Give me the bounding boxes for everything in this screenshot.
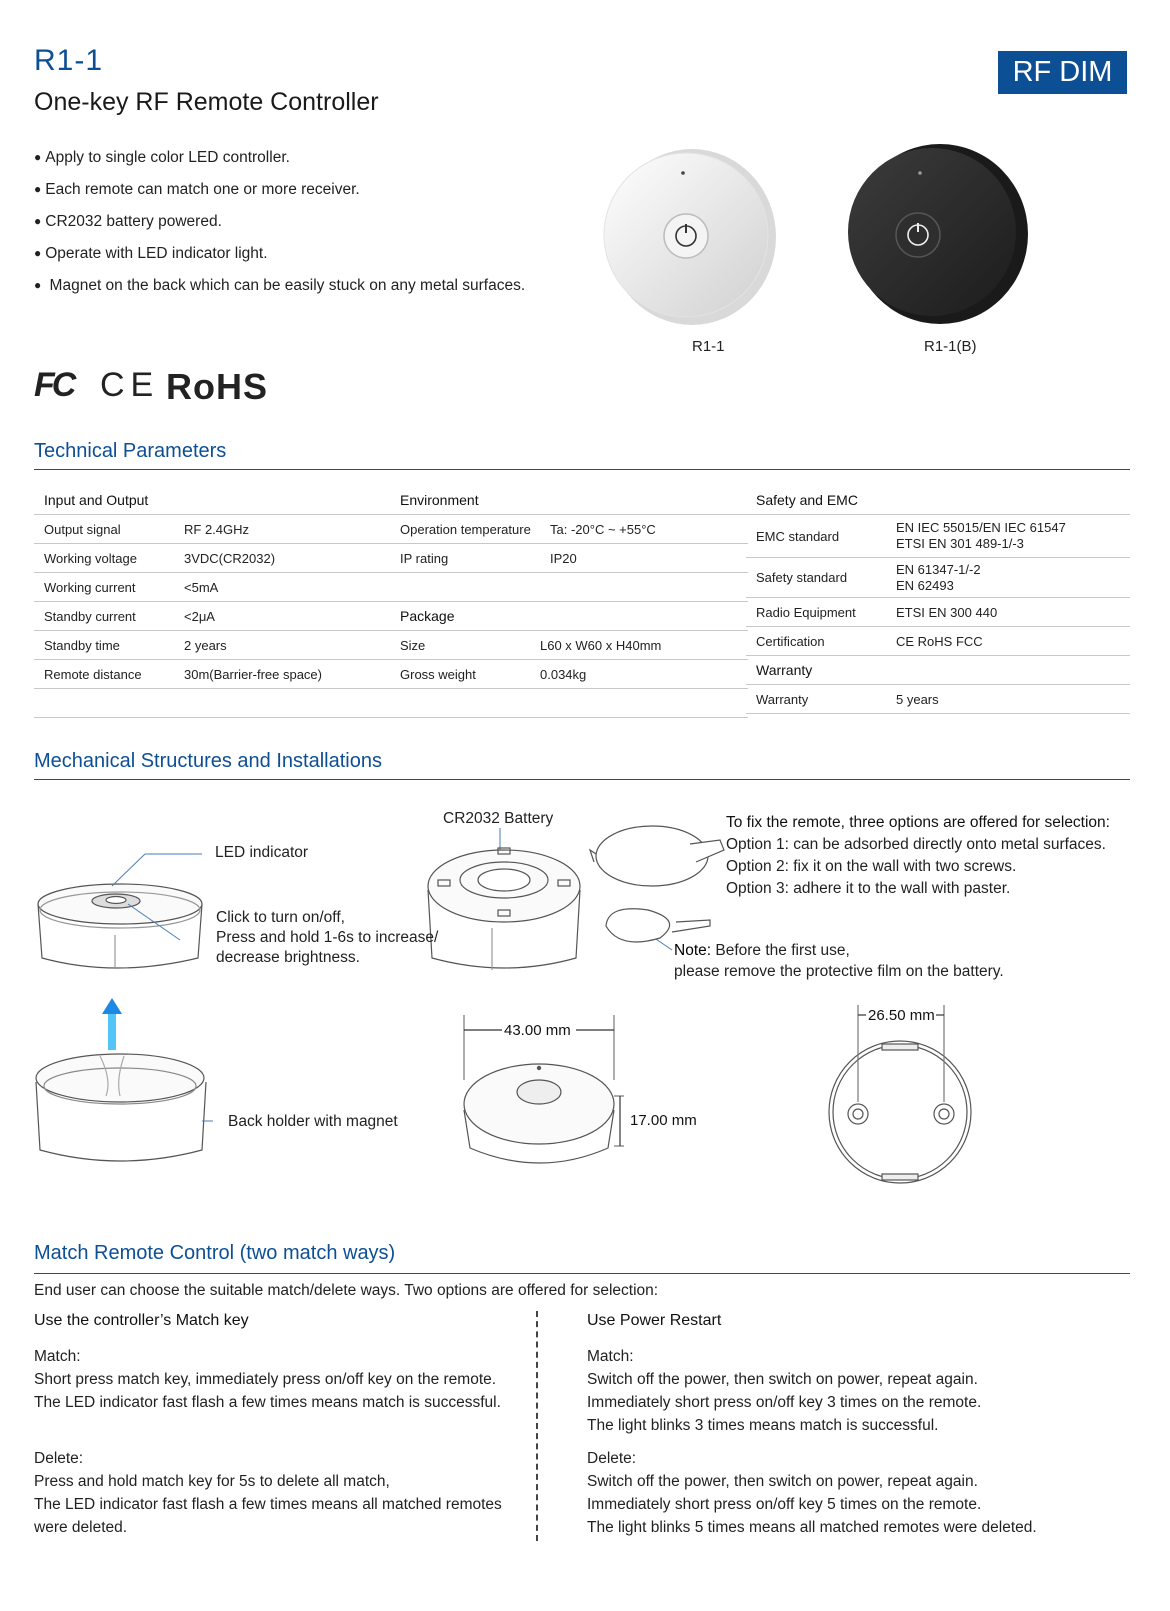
table-row <box>746 558 1130 598</box>
param-name: Working voltage <box>44 550 137 566</box>
technical-parameters-title: Technical Parameters <box>34 440 227 462</box>
param-name: Certification <box>756 633 825 649</box>
param-value: IP20 <box>550 550 577 566</box>
delete-step: The light blinks 5 times means all matched remotes were deleted. <box>587 1519 1037 1536</box>
input-output-table <box>34 486 392 718</box>
delete-step: Immediately short press on/off key 5 times on the remote. <box>587 1496 982 1513</box>
param-value: CE RoHS FCC <box>896 633 983 649</box>
table-row <box>390 631 748 660</box>
feature-item: ● Operate with LED indicator light. <box>34 243 525 275</box>
match-title: Match Remote Control (two match ways) <box>34 1242 396 1264</box>
dimension-hole-spacing: 26.50 mm <box>868 1007 935 1024</box>
param-name: Remote distance <box>44 666 142 682</box>
fix-option-3: Option 3: adhere it to the wall with paster. <box>726 880 1011 897</box>
battery-note-line-2: please remove the protective film on the battery. <box>674 963 1004 980</box>
match-option-right <box>587 1309 1037 1539</box>
param-name: Warranty <box>756 691 809 707</box>
click-instruction-2: Press and hold 1-6s to increase/ <box>216 929 439 946</box>
table-heading: Environment <box>390 486 748 515</box>
match-step: The LED indicator fast flash a few times means match is successful. <box>34 1394 501 1411</box>
feature-item: ● CR2032 battery powered. <box>34 211 525 243</box>
battery-holder-drawing <box>428 848 580 970</box>
table-row <box>34 544 392 573</box>
section-divider <box>34 1273 1130 1274</box>
product-label-black: R1-1(B) <box>924 338 977 355</box>
product-model: R1-1 <box>34 44 104 77</box>
match-intro: End user can choose the suitable match/delete ways. Two options are offered for selection: <box>34 1282 659 1299</box>
table-row-empty <box>390 573 748 602</box>
ce-logo: CE <box>100 366 160 404</box>
param-name: Safety standard <box>756 570 848 585</box>
battery-note-line-1 <box>674 942 850 960</box>
battery-drawing <box>590 826 724 942</box>
delete-label: Delete: <box>587 1450 637 1467</box>
param-value: 5 years <box>896 691 939 707</box>
dimension-drawing-back <box>829 1005 971 1183</box>
param-value: ETSI EN 300 440 <box>896 604 998 620</box>
delete-step: Press and hold match key for 5s to delete all match, <box>34 1473 390 1490</box>
click-instruction-3: decrease brightness. <box>216 949 360 966</box>
section-divider <box>34 779 1130 780</box>
product-subtitle: One-key RF Remote Controller <box>34 88 379 116</box>
table-row <box>390 515 748 544</box>
param-value: EN 61347-1/-2 <box>896 561 981 577</box>
match-option-left <box>34 1309 502 1539</box>
match-step: The light blinks 3 times means match is successful. <box>587 1417 939 1434</box>
remote-body-drawing <box>38 884 202 968</box>
param-value: RF 2.4GHz <box>184 521 250 537</box>
section-divider <box>34 469 1130 470</box>
param-value: <5mA <box>184 579 219 595</box>
table-row-empty <box>390 689 748 718</box>
delete-step: The LED indicator fast flash a few times means all matched remotes <box>34 1496 502 1513</box>
table-heading: Package <box>390 602 748 631</box>
param-name: Working current <box>44 579 136 595</box>
black-remote-image <box>848 144 1028 324</box>
param-name: Standby current <box>44 608 136 624</box>
param-value: 3VDC(CR2032) <box>184 550 276 566</box>
column-divider <box>536 1311 538 1541</box>
delete-step: were deleted. <box>34 1519 128 1536</box>
table-row <box>34 602 392 631</box>
table-row <box>34 631 392 660</box>
match-step: Switch off the power, then switch on power, repeat again. <box>587 1371 978 1388</box>
dimension-height: 17.00 mm <box>630 1112 697 1129</box>
environment-package-table <box>390 486 748 718</box>
match-step: Short press match key, immediately press on/off key on the remote. <box>34 1371 497 1388</box>
table-heading: Input and Output <box>34 486 392 515</box>
table-row-empty <box>34 689 392 718</box>
param-value: ETSI EN 301 489-1/-3 <box>896 536 1024 551</box>
param-name: Size <box>400 637 426 653</box>
param-name: Gross weight <box>400 666 476 682</box>
up-arrow-icon <box>102 998 122 1050</box>
product-label-white: R1-1 <box>692 338 725 355</box>
table-heading: Safety and EMC <box>746 486 1130 515</box>
table-row <box>390 660 748 689</box>
feature-item: ● Magnet on the back which can be easily stuck on any metal surfaces. <box>34 275 525 307</box>
battery-label: CR2032 Battery <box>443 810 554 827</box>
back-holder-drawing <box>36 1054 206 1161</box>
delete-step: Switch off the power, then switch on power, repeat again. <box>587 1473 978 1490</box>
white-remote-image <box>604 149 776 325</box>
param-value: 30m(Barrier-free space) <box>184 666 322 682</box>
match-label: Match: <box>34 1348 81 1365</box>
click-instruction-1: Click to turn on/off, <box>216 909 345 926</box>
match-option-heading: Use Power Restart <box>587 1312 722 1329</box>
table-row <box>746 685 1130 714</box>
feature-item: ● Each remote can match one or more receiver. <box>34 179 525 211</box>
match-option-heading: Use the controller’s Match key <box>34 1312 249 1329</box>
product-photos <box>600 140 1040 330</box>
delete-label: Delete: <box>34 1450 84 1467</box>
table-row <box>746 598 1130 627</box>
param-value: <2μA <box>184 608 215 624</box>
dimension-width: 43.00 mm <box>504 1022 571 1039</box>
note-label: Note: <box>674 942 712 959</box>
table-row <box>34 515 392 544</box>
table-row <box>746 627 1130 656</box>
feature-list <box>34 147 525 307</box>
safety-emc-table <box>746 486 1130 714</box>
param-value: EN 62493 <box>896 577 954 593</box>
param-name: Operation temperature <box>400 521 531 537</box>
note-text: Before the first use, <box>711 942 850 959</box>
param-name: Standby time <box>44 637 120 653</box>
category-badge: RF DIM <box>998 51 1127 94</box>
rohs-logo: RoHS <box>166 366 268 407</box>
feature-item: ● Apply to single color LED controller. <box>34 147 525 179</box>
fcc-logo: FC <box>34 366 74 404</box>
param-value: 0.034kg <box>540 666 587 682</box>
mechanical-title: Mechanical Structures and Installations <box>34 750 382 772</box>
param-value: L60 x W60 x H40mm <box>540 637 662 653</box>
fix-option-1: Option 1: can be adsorbed directly onto metal surfaces. <box>726 836 1106 853</box>
led-indicator-label: LED indicator <box>215 844 309 861</box>
table-row <box>34 660 392 689</box>
table-row <box>390 544 748 573</box>
param-value: 2 years <box>184 637 227 653</box>
param-name: Radio Equipment <box>756 604 856 620</box>
param-name: Output signal <box>44 521 121 537</box>
table-heading: Warranty <box>746 656 1130 685</box>
back-holder-label: Back holder with magnet <box>228 1113 398 1130</box>
table-row <box>34 573 392 602</box>
fix-option-2: Option 2: fix it on the wall with two screws. <box>726 858 1017 875</box>
param-name: IP rating <box>400 550 449 566</box>
param-value: EN IEC 55015/EN IEC 61547 <box>896 520 1066 535</box>
param-value: Ta: -20°C ~ +55°C <box>550 521 656 537</box>
match-step: Immediately short press on/off key 3 times on the remote. <box>587 1394 982 1411</box>
fix-options-title: To fix the remote, three options are offered for selection: <box>726 814 1110 831</box>
table-row <box>746 515 1130 558</box>
match-label: Match: <box>587 1348 634 1365</box>
param-name: EMC standard <box>756 528 840 544</box>
